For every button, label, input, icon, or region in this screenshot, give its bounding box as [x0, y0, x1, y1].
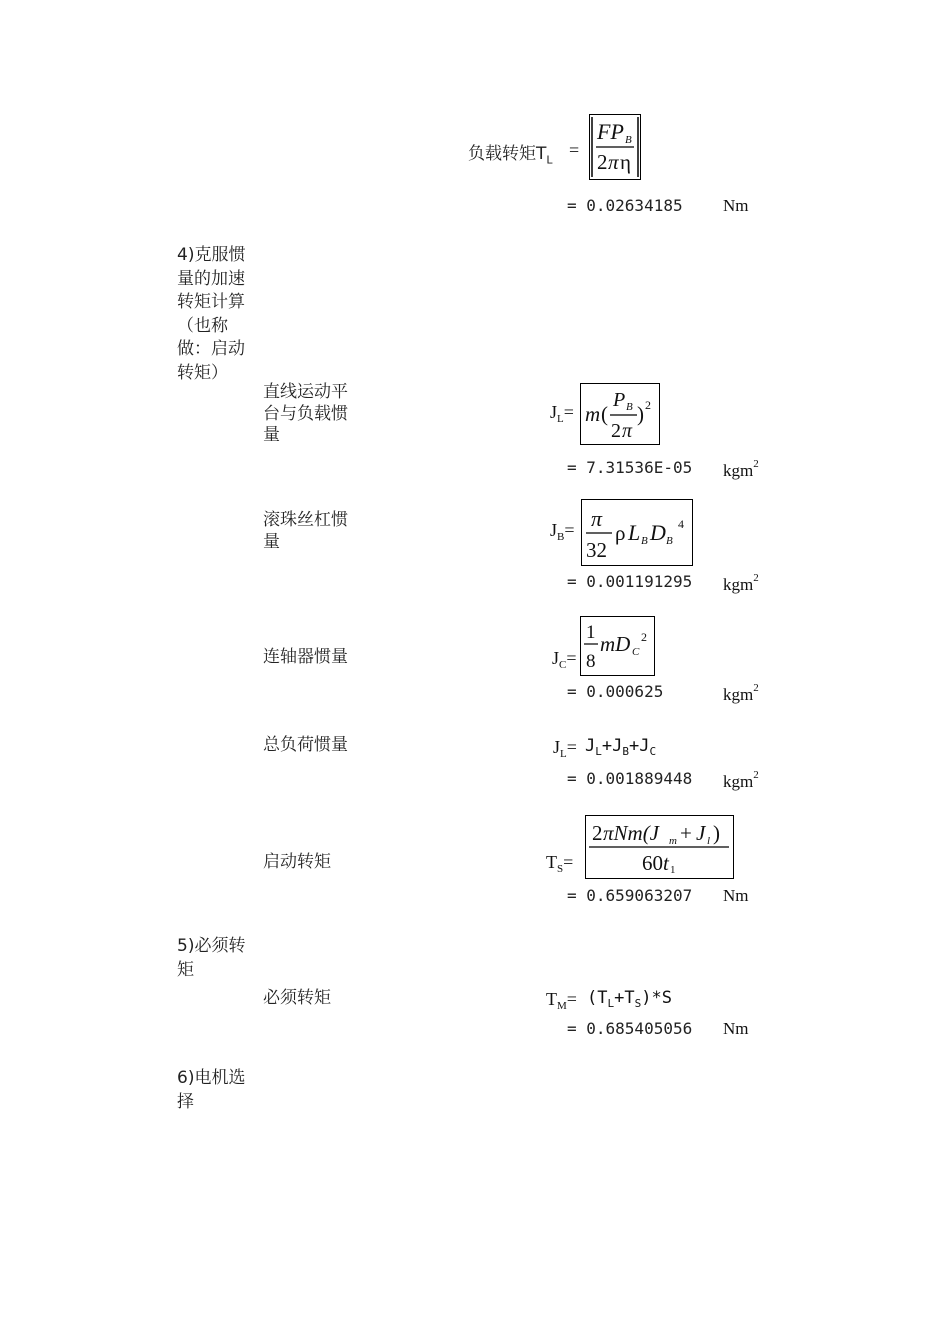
- start-torque-formula: [585, 815, 734, 879]
- inertia-platform-value: = 7.31536E-05: [567, 458, 693, 477]
- svg-text:2: 2: [592, 821, 603, 845]
- svg-text:t: t: [663, 851, 669, 875]
- section-6-title: 6)电机选择: [177, 1068, 246, 1112]
- inertia-platform-label: 直线运动平台与负载惯量: [263, 382, 348, 445]
- svg-text:B: B: [666, 535, 673, 547]
- required-torque-formula: $(T_L+T_S)*S$: [587, 988, 672, 1010]
- inertia-platform-symbol: $J_L=$: [550, 402, 574, 425]
- svg-text:mD: mD: [600, 632, 631, 656]
- svg-text:η: η: [620, 150, 631, 174]
- svg-text:): ): [637, 402, 644, 426]
- svg-text:2: 2: [611, 420, 621, 442]
- svg-text:2: 2: [645, 398, 651, 412]
- inertia-total-formula: $J_L+J_B+J_C$: [585, 736, 657, 758]
- svg-text:FP: FP: [597, 119, 624, 144]
- svg-text:): ): [713, 821, 720, 845]
- start-torque-label: 启动转矩: [263, 852, 331, 872]
- inertia-platform-formula: [580, 383, 660, 445]
- inertia-total-value: = 0.001889448: [567, 769, 693, 788]
- start-torque-value: = 0.659063207: [567, 886, 693, 905]
- load-torque-unit: Nm: [723, 196, 749, 215]
- svg-text:2: 2: [641, 630, 647, 644]
- required-torque-symbol: $T_M=$: [546, 989, 577, 1012]
- svg-text:P: P: [613, 389, 626, 411]
- inertia-coupling-value: = 0.000625: [567, 682, 664, 701]
- svg-text:(: (: [601, 402, 608, 426]
- svg-text:1: 1: [670, 864, 676, 876]
- inertia-total-label: 总负荷惯量: [263, 735, 348, 755]
- section-4-title: 4)克服惯量的加速转矩计算（也称做：启动转矩）: [177, 245, 246, 383]
- required-torque-value: = 0.685405056: [567, 1019, 693, 1038]
- load-torque-label: 负载转矩$T_L$: [468, 144, 553, 167]
- svg-text:π: π: [608, 150, 619, 174]
- svg-text:C: C: [632, 646, 640, 658]
- svg-text:D: D: [650, 520, 666, 545]
- svg-text:B: B: [641, 535, 648, 547]
- svg-text:B: B: [625, 134, 632, 146]
- svg-text:π: π: [622, 420, 633, 442]
- inertia-total-unit: kgm$^2$: [723, 769, 759, 791]
- inertia-ballscrew-label: 滚珠丝杠惯量: [263, 510, 348, 552]
- load-torque-value: = 0.02634185: [567, 196, 683, 215]
- inertia-ballscrew-unit: kgm$^2$: [723, 572, 759, 594]
- inertia-coupling-formula: [580, 616, 655, 676]
- svg-text:m: m: [669, 835, 677, 847]
- svg-text:m: m: [585, 402, 601, 426]
- svg-text:+: +: [680, 821, 692, 845]
- load-torque-formula: [589, 114, 641, 180]
- required-torque-label: 必须转矩: [263, 988, 331, 1008]
- inertia-coupling-symbol: $J_C=$: [552, 648, 577, 671]
- svg-text:πNm(J: πNm(J: [603, 821, 660, 845]
- svg-text:4: 4: [678, 517, 684, 531]
- svg-text:60: 60: [642, 851, 663, 875]
- svg-text:π: π: [591, 506, 603, 531]
- svg-text:2: 2: [597, 150, 608, 174]
- svg-text:32: 32: [586, 538, 607, 562]
- inertia-coupling-label: 连轴器惯量: [263, 647, 348, 667]
- start-torque-symbol: $T_S=$: [546, 852, 574, 875]
- inertia-ballscrew-value: = 0.001191295: [567, 572, 693, 591]
- svg-text:J: J: [696, 821, 706, 845]
- inertia-total-symbol: $J_L=$: [553, 737, 577, 760]
- inertia-ballscrew-symbol: $J_B=$: [550, 520, 575, 543]
- svg-text:8: 8: [586, 651, 596, 672]
- svg-text:B: B: [626, 401, 633, 413]
- svg-text:L: L: [628, 520, 641, 545]
- svg-text:l: l: [707, 835, 711, 847]
- load-torque-equals: =: [569, 140, 580, 160]
- inertia-platform-unit: kgm$^2$: [723, 458, 759, 480]
- svg-text:ρ: ρ: [615, 521, 626, 545]
- required-torque-unit: Nm: [723, 1019, 749, 1038]
- section-5-title: 5)必须转矩: [177, 936, 246, 980]
- inertia-ballscrew-formula: [581, 499, 693, 566]
- start-torque-unit: Nm: [723, 886, 749, 905]
- inertia-coupling-unit: kgm$^2$: [723, 682, 759, 704]
- svg-text:1: 1: [586, 622, 596, 643]
